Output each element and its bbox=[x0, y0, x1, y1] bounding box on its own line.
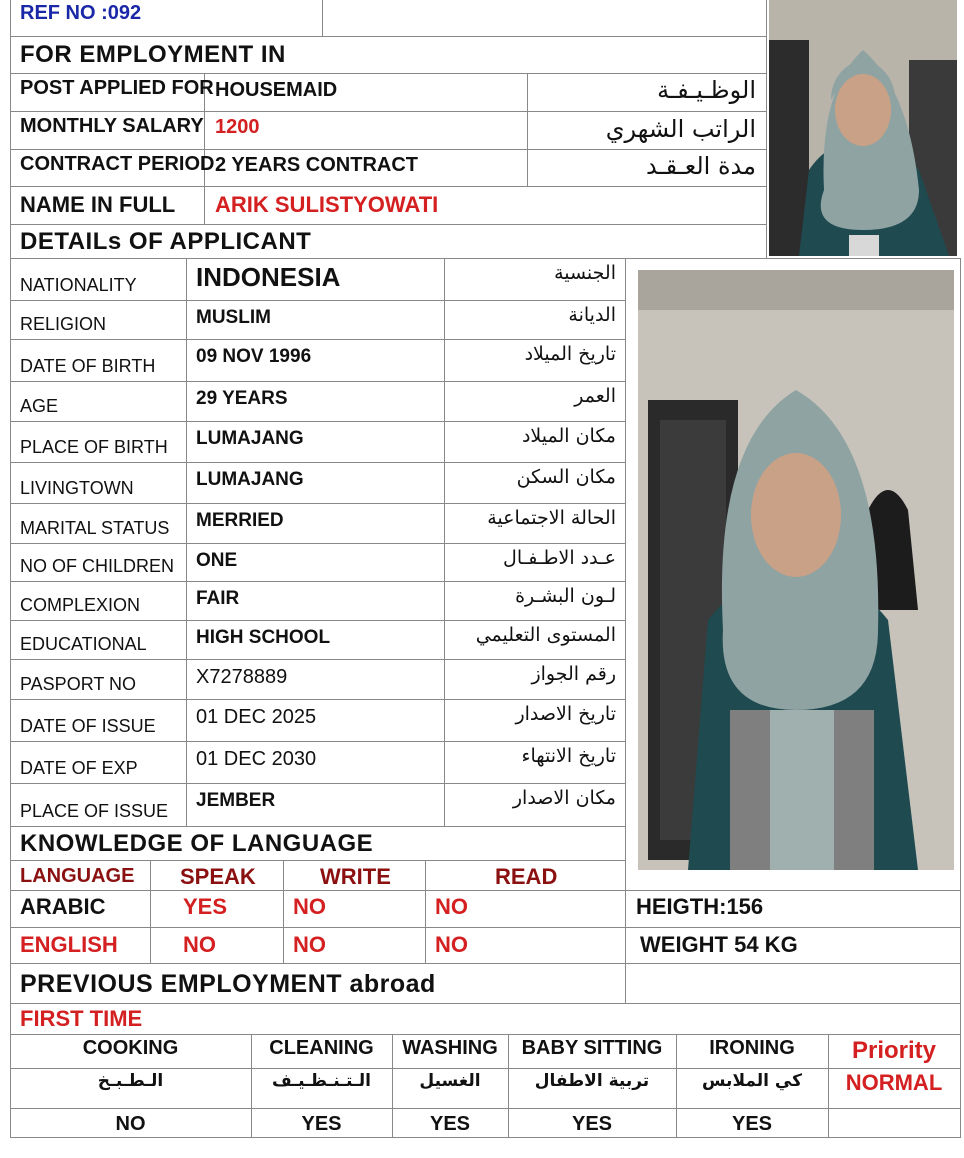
previous-heading: PREVIOUS EMPLOYMENT abroad bbox=[20, 970, 436, 998]
applicant-arabic-6: الحالة الاجتماعية bbox=[487, 507, 616, 529]
english-read: NO bbox=[435, 932, 468, 957]
applicant-label-12: DATE OF EXP bbox=[20, 758, 138, 778]
read-header: READ bbox=[495, 864, 558, 889]
applicant-value-5: LUMAJANG bbox=[196, 469, 304, 490]
skill-value-2: YES bbox=[429, 1113, 471, 1135]
applicant-arabic-1: الديانة bbox=[568, 304, 616, 326]
applicant-arabic-13: مكان الاصدار bbox=[512, 787, 616, 809]
applicant-photo-large bbox=[638, 270, 954, 870]
name-value: ARIK SULISTYOWATI bbox=[215, 192, 439, 217]
contract-label: CONTRACT PERIOD bbox=[20, 153, 215, 175]
applicant-label-9: EDUCATIONAL bbox=[20, 634, 147, 654]
applicant-label-5: LIVINGTOWN bbox=[20, 478, 134, 498]
previous-value: FIRST TIME bbox=[20, 1006, 143, 1031]
salary-arabic: الراتب الشهري bbox=[605, 115, 756, 143]
name-label: NAME IN FULL bbox=[20, 192, 176, 217]
weight-value: WEIGHT 54 KG bbox=[640, 932, 798, 957]
applicant-value-0: INDONESIA bbox=[196, 262, 341, 292]
skill-name-2: WASHING bbox=[402, 1037, 498, 1059]
skill-arabic-4: كي الملابس bbox=[702, 1071, 802, 1091]
applicant-label-4: PLACE OF BIRTH bbox=[20, 437, 168, 457]
ref-number: REF NO :092 bbox=[20, 2, 142, 24]
applicant-label-7: NO OF CHILDREN bbox=[20, 556, 175, 576]
applicant-label-3: AGE bbox=[20, 396, 59, 416]
skill-arabic-1: الـتـنـظـيـف bbox=[272, 1071, 371, 1091]
speak-header: SPEAK bbox=[180, 864, 256, 889]
applicant-arabic-7: عـدد الاطـفـال bbox=[503, 547, 616, 569]
post-value: HOUSEMAID bbox=[215, 79, 338, 101]
applicant-label-6: MARITAL STATUS bbox=[20, 518, 170, 538]
applicant-value-4: LUMAJANG bbox=[196, 428, 304, 449]
applicant-arabic-2: تاريخ الميلاد bbox=[524, 343, 616, 365]
applicant-arabic-8: لـون البشـرة bbox=[515, 585, 616, 607]
contract-arabic: مدة العـقـد bbox=[645, 152, 756, 180]
english-write: NO bbox=[293, 932, 326, 957]
skill-name-1: CLEANING bbox=[269, 1037, 374, 1059]
applicant-label-2: DATE OF BIRTH bbox=[20, 356, 156, 376]
applicant-arabic-0: الجنسية bbox=[554, 262, 616, 284]
height-value: HEIGTH:156 bbox=[636, 894, 764, 919]
photo-illustration-small bbox=[769, 0, 957, 256]
applicant-value-3: 29 YEARS bbox=[196, 388, 288, 409]
applicant-label-1: RELIGION bbox=[20, 314, 107, 334]
contract-value: 2 YEARS CONTRACT bbox=[215, 154, 418, 176]
skill-value-3: YES bbox=[571, 1113, 613, 1135]
arabic-language: ARABIC bbox=[20, 894, 106, 919]
applicant-value-13: JEMBER bbox=[196, 790, 276, 811]
skill-value-0: NO bbox=[115, 1113, 146, 1135]
skill-arabic-3: تربية الاطفال bbox=[534, 1071, 650, 1091]
employment-heading: FOR EMPLOYMENT IN bbox=[20, 41, 286, 68]
applicant-arabic-4: مكان الميلاد bbox=[521, 425, 616, 447]
english-language: ENGLISH bbox=[20, 932, 118, 957]
applicant-label-0: NATIONALITY bbox=[20, 275, 137, 295]
applicant-arabic-11: تاريخ الاصدار bbox=[515, 703, 616, 725]
salary-value: 1200 bbox=[215, 116, 260, 138]
priority-label: Priority bbox=[851, 1037, 937, 1064]
skill-arabic-0: الـطـبـخ bbox=[97, 1071, 164, 1091]
applicant-value-10: X7278889 bbox=[196, 666, 288, 688]
applicant-value-7: ONE bbox=[196, 550, 238, 571]
applicant-arabic-12: تاريخ الانتهاء bbox=[521, 745, 616, 767]
skill-name-3: BABY SITTING bbox=[521, 1037, 663, 1059]
applicant-value-12: 01 DEC 2030 bbox=[196, 748, 317, 770]
skill-name-4: IRONING bbox=[709, 1037, 795, 1059]
applicant-label-11: DATE OF ISSUE bbox=[20, 716, 156, 736]
post-label: POST APPLIED FOR bbox=[20, 77, 214, 99]
applicant-heading: DETAILs OF APPLICANT bbox=[20, 228, 312, 255]
write-header: WRITE bbox=[320, 864, 391, 889]
applicant-value-8: FAIR bbox=[196, 588, 240, 609]
applicant-arabic-9: المستوى التعليمي bbox=[475, 624, 616, 646]
applicant-value-1: MUSLIM bbox=[196, 307, 271, 328]
applicant-arabic-10: رقم الجواز bbox=[531, 663, 616, 685]
arabic-read: NO bbox=[435, 894, 468, 919]
arabic-speak: YES bbox=[183, 894, 228, 919]
applicant-value-2: 09 NOV 1996 bbox=[196, 346, 312, 367]
applicant-value-11: 01 DEC 2025 bbox=[196, 706, 317, 728]
priority-value: NORMAL bbox=[845, 1070, 943, 1095]
language-header: LANGUAGE bbox=[20, 865, 135, 887]
skill-arabic-2: الغسيل bbox=[419, 1071, 481, 1091]
arabic-write: NO bbox=[293, 894, 326, 919]
applicant-label-13: PLACE OF ISSUE bbox=[20, 801, 169, 821]
applicant-label-10: PASPORT NO bbox=[20, 674, 137, 694]
language-heading: KNOWLEDGE OF LANGUAGE bbox=[20, 830, 374, 857]
skill-value-1: YES bbox=[301, 1113, 342, 1135]
photo-illustration-large bbox=[638, 270, 954, 870]
applicant-value-9: HIGH SCHOOL bbox=[196, 627, 331, 648]
applicant-arabic-5: مكان السكن bbox=[516, 466, 616, 488]
applicant-photo-small bbox=[769, 0, 957, 256]
applicant-value-6: MERRIED bbox=[196, 510, 284, 531]
english-speak: NO bbox=[183, 932, 216, 957]
salary-label: MONTHLY SALARY bbox=[20, 115, 204, 137]
post-arabic: الوظـيـفـة bbox=[657, 76, 756, 104]
applicant-label-8: COMPLEXION bbox=[20, 595, 141, 615]
applicant-arabic-3: العمر bbox=[574, 385, 616, 407]
skill-name-0: COOKING bbox=[82, 1037, 179, 1059]
skill-value-4: YES bbox=[731, 1113, 773, 1135]
